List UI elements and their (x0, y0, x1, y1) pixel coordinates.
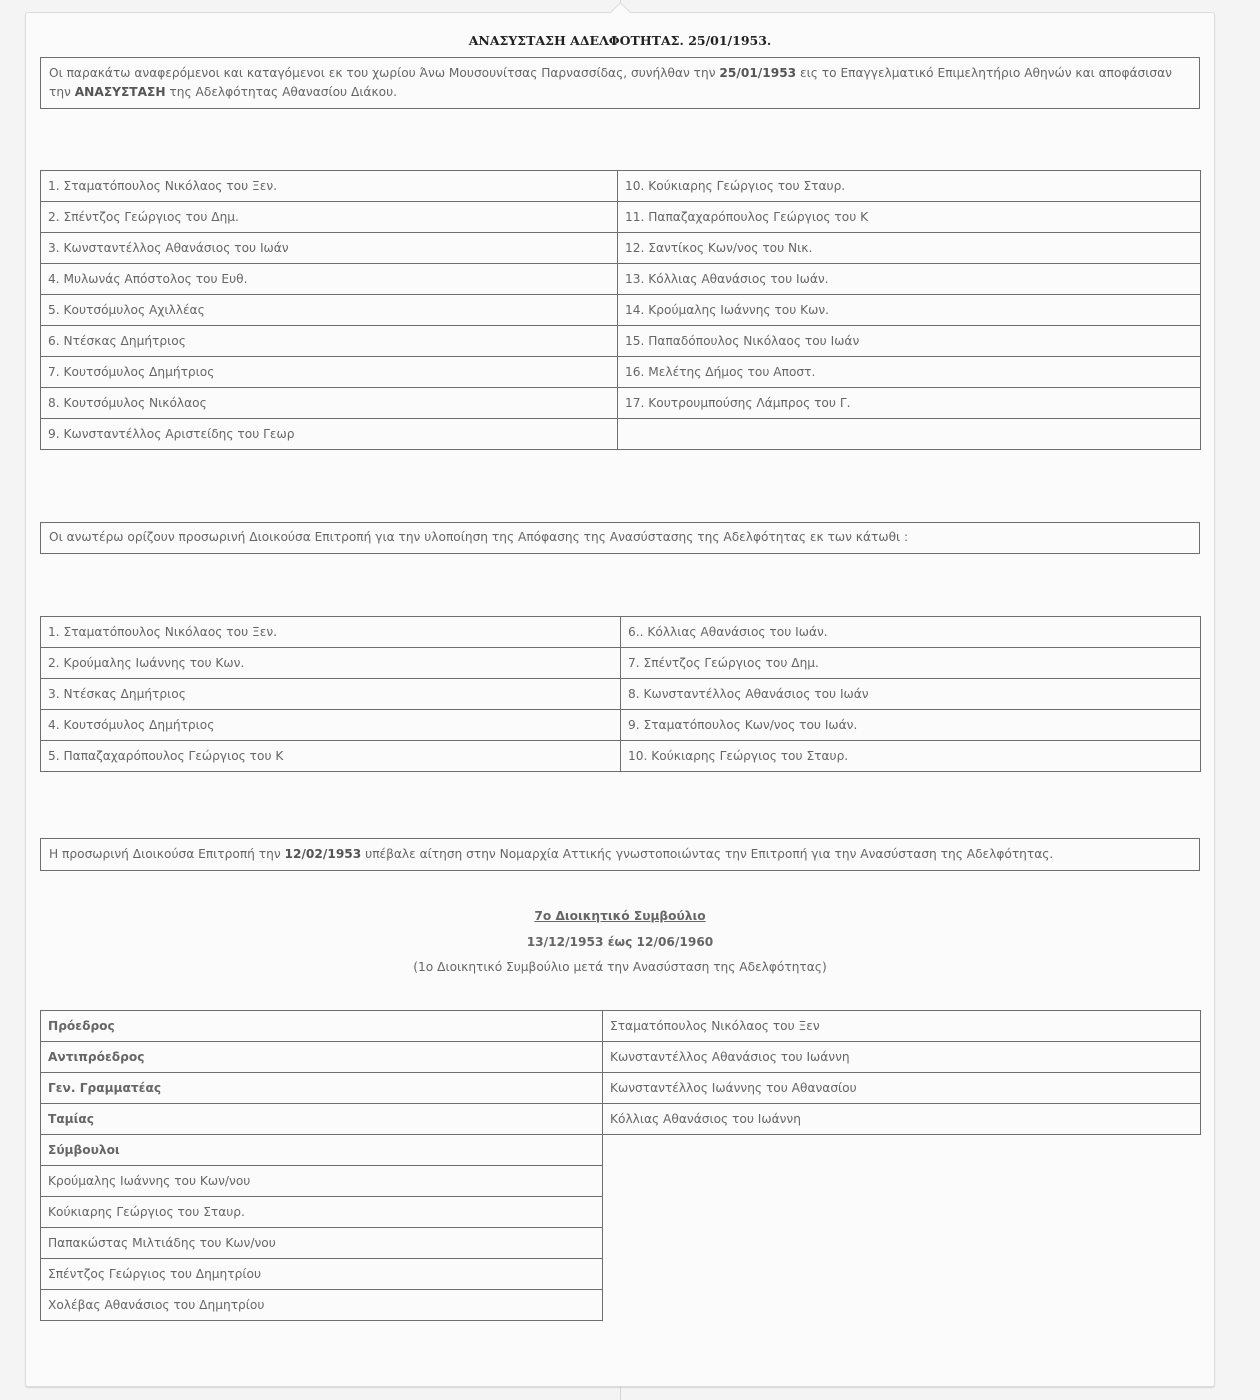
board-note: (1ο Διοικητικό Συμβούλιο μετά την Ανασύσταση της Αδελφότητας) (413, 960, 827, 974)
committee-member-cell: 7. Σπέντζος Γεώργιος του Δημ. (621, 648, 1201, 679)
empty-cell (603, 1259, 1201, 1290)
committee-member-cell: 10. Κούκιαρης Γεώργιος του Σταυρ. (621, 741, 1201, 772)
table-row (41, 326, 1201, 357)
founder-cell: 16. Μελέτης Δήμος του Αποστ. (618, 357, 1201, 388)
table-row (41, 202, 1201, 233)
empty-cell (603, 1135, 1201, 1166)
founder-cell: 7. Κουτσόμυλος Δημήτριος (41, 357, 618, 388)
board-name: 7ο Διοικητικό Συμβούλιο (534, 909, 706, 923)
councillor-name: Κούκιαρης Γεώργιος του Σταυρ. (41, 1197, 603, 1228)
table-row (41, 388, 1201, 419)
committee-member-cell: 2. Κρούμαλης Ιωάννης του Κων. (41, 648, 621, 679)
board-table (40, 1010, 1201, 1321)
intro-text-1: Οι παρακάτω αναφερόμενοι και καταγόμενοι εκ του χωρίου Άνω Μουσουνίτσας Παρνασσίδας, συνήλθαν την (49, 66, 720, 80)
table-row (41, 741, 1201, 772)
officer-role: Γεν. Γραμματέας (41, 1073, 603, 1104)
officer-role: Αντιπρόεδρος (41, 1042, 603, 1073)
intro-emphasis: ΑΝΑΣΥΣΤΑΣΗ (74, 85, 166, 99)
intro-text-3: της Αδελφότητας Αθανασίου Διάκου. (165, 85, 398, 99)
officer-name: Κόλλιας Αθανάσιος του Ιωάννη (603, 1104, 1201, 1135)
application-paragraph (40, 838, 1200, 871)
table-row (41, 710, 1201, 741)
officer-name: Σταματόπουλος Νικόλαος του Ξεν (603, 1011, 1201, 1042)
committee-member-cell: 3. Ντέσκας Δημήτριος (41, 679, 621, 710)
founder-cell: 6. Ντέσκας Δημήτριος (41, 326, 618, 357)
table-row (41, 295, 1201, 326)
table-row (41, 264, 1201, 295)
founder-cell: 4. Μυλωνάς Απόστολος του Ευθ. (41, 264, 618, 295)
councillors-label: Σύμβουλοι (41, 1135, 603, 1166)
intro-paragraph (40, 57, 1200, 109)
founder-cell: 1. Σταματόπουλος Νικόλαος του Ξεν. (41, 171, 618, 202)
committee-member-cell: 5. Παπαζαχαρόπουλος Γεώργιος του Κ (41, 741, 621, 772)
founder-cell: 14. Κρούμαλης Ιωάννης του Κων. (618, 295, 1201, 326)
founder-cell (618, 419, 1201, 450)
founder-cell: 5. Κουτσόμυλος Αχιλλέας (41, 295, 618, 326)
empty-cell (603, 1166, 1201, 1197)
founder-cell: 13. Κόλλιας Αθανάσιος του Ιωάν. (618, 264, 1201, 295)
table-row (41, 357, 1201, 388)
board-dates: 13/12/1953 έως 12/06/1960 (526, 935, 714, 949)
committee-intro: Οι ανωτέρω ορίζουν προσωρινή Διοικούσα Επιτροπή για την υλοποίηση της Απόφασης της Ανασύστασης της Αδελφότητας εκ των κάτωθι : (40, 522, 1200, 554)
card-pointer-notch (610, 2, 631, 23)
founders-table (40, 170, 1201, 450)
table-row (41, 1042, 1201, 1073)
officer-name: Κωνσταντέλλος Αθανάσιος του Ιωάννη (603, 1042, 1201, 1073)
councillor-name: Χολέβας Αθανάσιος του Δημητρίου (41, 1290, 603, 1321)
table-row (41, 1259, 1201, 1290)
table-row (41, 679, 1201, 710)
table-row (41, 1166, 1201, 1197)
councillor-name: Παπακώστας Μιλτιάδης του Κων/νου (41, 1228, 603, 1259)
application-text-2: υπέβαλε αίτηση στην Νομαρχία Αττικής γνωστοποιώντας την Επιτροπή για την Ανασύσταση της Αδελφότητας. (361, 847, 1054, 861)
committee-table (40, 616, 1201, 772)
committee-member-cell: 1. Σταματόπουλος Νικόλαος του Ξεν. (41, 617, 621, 648)
table-row (41, 1290, 1201, 1321)
founder-cell: 11. Παπαζαχαρόπουλος Γεώργιος του Κ (618, 202, 1201, 233)
committee-member-cell: 9. Σταματόπουλος Κων/νος του Ιωάν. (621, 710, 1201, 741)
intro-text-2: εις το Επαγγελματικό Επιμελητήριο Αθηνών και αποφάσισαν την (49, 66, 1172, 99)
committee-member-cell: 8. Κωνσταντέλλος Αθανάσιος του Ιωάν (621, 679, 1201, 710)
table-row (41, 233, 1201, 264)
officer-role: Πρόεδρος (41, 1011, 603, 1042)
founder-cell: 12. Σαντίκος Κων/νος του Νικ. (618, 233, 1201, 264)
founder-cell: 15. Παπαδόπουλος Νικόλαος του Ιωάν (618, 326, 1201, 357)
page-title: ΑΝΑΣΥΣΤΑΣΗ ΑΔΕΛΦΟΤΗΤΑΣ. 25/01/1953. (468, 33, 772, 48)
application-text-1: Η προσωρινή Διοικούσα Επιτροπή την (49, 847, 285, 861)
intro-date: 25/01/1953 (719, 66, 797, 80)
councillor-name: Σπέντζος Γεώργιος του Δημητρίου (41, 1259, 603, 1290)
table-row (41, 1228, 1201, 1259)
founder-cell: 8. Κουτσόμυλος Νικόλαος (41, 388, 618, 419)
councillor-name: Κρούμαλης Ιωάννης του Κων/νου (41, 1166, 603, 1197)
committee-member-cell: 6.. Κόλλιας Αθανάσιος του Ιωάν. (621, 617, 1201, 648)
founder-cell: 17. Κουτρουμπούσης Λάμπρος του Γ. (618, 388, 1201, 419)
founder-cell: 10. Κούκιαρης Γεώργιος του Σταυρ. (618, 171, 1201, 202)
table-row (41, 1197, 1201, 1228)
officer-name: Κωνσταντέλλος Ιωάννης του Αθανασίου (603, 1073, 1201, 1104)
content-card (25, 12, 1215, 1387)
table-row (41, 1073, 1201, 1104)
table-row (41, 1104, 1201, 1135)
empty-cell (603, 1228, 1201, 1259)
table-row (41, 648, 1201, 679)
application-date: 12/02/1953 (284, 847, 362, 861)
committee-member-cell: 4. Κουτσόμυλος Δημήτριος (41, 710, 621, 741)
founder-cell: 2. Σπέντζος Γεώργιος του Δημ. (41, 202, 618, 233)
founder-cell: 3. Κωνσταντέλλος Αθανάσιος του Ιωάν (41, 233, 618, 264)
table-row (41, 617, 1201, 648)
table-row (41, 171, 1201, 202)
table-row (41, 1011, 1201, 1042)
empty-cell (603, 1290, 1201, 1321)
founder-cell: 9. Κωνσταντέλλος Αριστείδης του Γεωρ (41, 419, 618, 450)
officer-role: Ταμίας (41, 1104, 603, 1135)
table-row (41, 419, 1201, 450)
empty-cell (603, 1197, 1201, 1228)
table-row (41, 1135, 1201, 1166)
